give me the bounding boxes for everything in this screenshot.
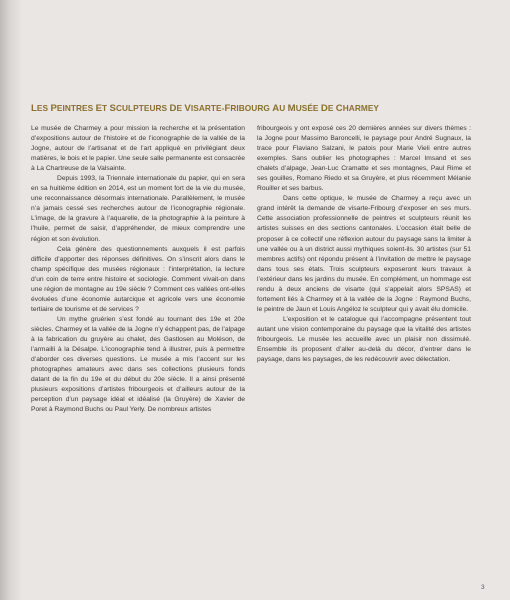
article-title: LES PEINTRES ET SCULPTEURS DE VISARTE-FRIBOURG AU MUSÉE DE CHARMEY [31, 103, 380, 114]
paragraph: Cela génère des questionnements auxquels il est parfois difficile d’apporter des réponses définitives. On s’inscrit alors dans le champ spécifique des musées régionaux : l’interprétation, la lecture d’un coin de terre entre histoire et sociologie. Comment vivait-on dans une région de montagne au 19e siècle ? Comment ces vallées ont-elles évoluées d’une économie autarcique et agricole vers une économie tertiaire de tourisme et de services ? [31, 245, 245, 313]
paragraph: Le musée de Charmey a pour mission la recherche et la présentation d’expositions autour de l’histoire et de l’iconographie de la vallée de la Jogne, autour de l’artisanat et de l’art appliqué en privilégiant deux matières, le bois et le papier. Une seule salle permanente est consacrée à La Chartreuse de la Valsainte. [31, 125, 245, 173]
page-binding-shadow [0, 0, 22, 600]
left-column [31, 124, 245, 415]
paragraph: fribourgeois y ont exposé ces 20 dernières années sur divers thèmes : la Jogne pour Massimo Baroncelli, le paysage pour André Sugnaux, la trace pour Flaviano Salzani, le patois pour Marie Vieli entre autres exemples. Sans oublier les photographes : Marcel Imsand et ses chalets d’alpage, Jean-Luc Cramatte et ses montagnes, Paul Rime et ses gouilles, Romano Riedo et sa Gruyère, et plus récemment Mélanie Rouiller et ses barbus. [257, 125, 471, 193]
page-number: 3 [481, 584, 485, 591]
paragraph: Un mythe gruérien s’est fondé au tournant des 19e et 20e siècles. Charmey et la vallée de la Jogne n’y échappent pas, de l’alpage à la fabrication du gruyère au chalet, des Gastlosen au Moléson, de l’armailli à la Désalpe. L’iconographie tend à illustrer, puis à permettre d’aborder ces diverses questions. Le musée a mis l’accent sur les photographes amateurs avec dans ses collections plusieurs fonds datant de la fin du 19e et du début du 20e siècle. Il a ainsi présenté plusieurs expositions d’artistes fribourgeois et d’ailleurs autour de la perception d’un paysage idéal et idéalisé (la Gruyère) de Xavier de Poret à Raymond Buchs ou Paul Yerly. De nombreux artistes [31, 315, 245, 414]
paragraph: L’exposition et le catalogue qui l’accompagne présentent tout autant une vision contemporaine du paysage que la vitalité des artistes fribourgeois. Le musée les accueille avec un plaisir non dissimulé. Ensemble ils proposent d’aller au-delà du décor, d’entrer dans le paysage, dans les paysages, de les redécouvrir avec délectation. [257, 315, 471, 364]
paragraph: Depuis 1993, la Triennale internationale du papier, qui en sera en sa huitième édition en 2014, est un moment fort de la vie du musée, une reconnaissance désormais internationale. Parallèlement, le musée n’a jamais cessé ses recherches autour de l’iconographie régionale. L’image, de la gravure à l’aquarelle, de la photographie à la peinture à l’huile, permet de saisir, d’appréhender, de mieux comprendre une région et son évolution. [31, 175, 245, 243]
right-column [257, 124, 471, 365]
paragraph: Dans cette optique, le musée de Charmey a reçu avec un grand intérêt la demande de visarte-Fribourg d’exposer en ses murs. Cette association professionnelle de peintres et sculpteurs réunit les artistes suisses en des sections cantonales. L’occasion était belle de proposer à ce collectif une réflexion autour du paysage sans la limiter à une vallée ou à un district aussi mythiques soient-ils. 30 artistes (sur 51 membres actifs) ont répondu présent à l’invitation de mettre le paysage dans tous ses états. Trois sculpteurs exposeront leurs travaux à l’extérieur dans les jardins du musée. En complément, un hommage est rendu à deux anciens de visarte (qui s’appelait alors SPSAS) et fortement liés à Charmey et à la vallée de la Jogne : Raymond Buchs, le peintre de Jaun et Louis Angéloz le sculpteur qui y avait élu domicile. [257, 195, 471, 313]
